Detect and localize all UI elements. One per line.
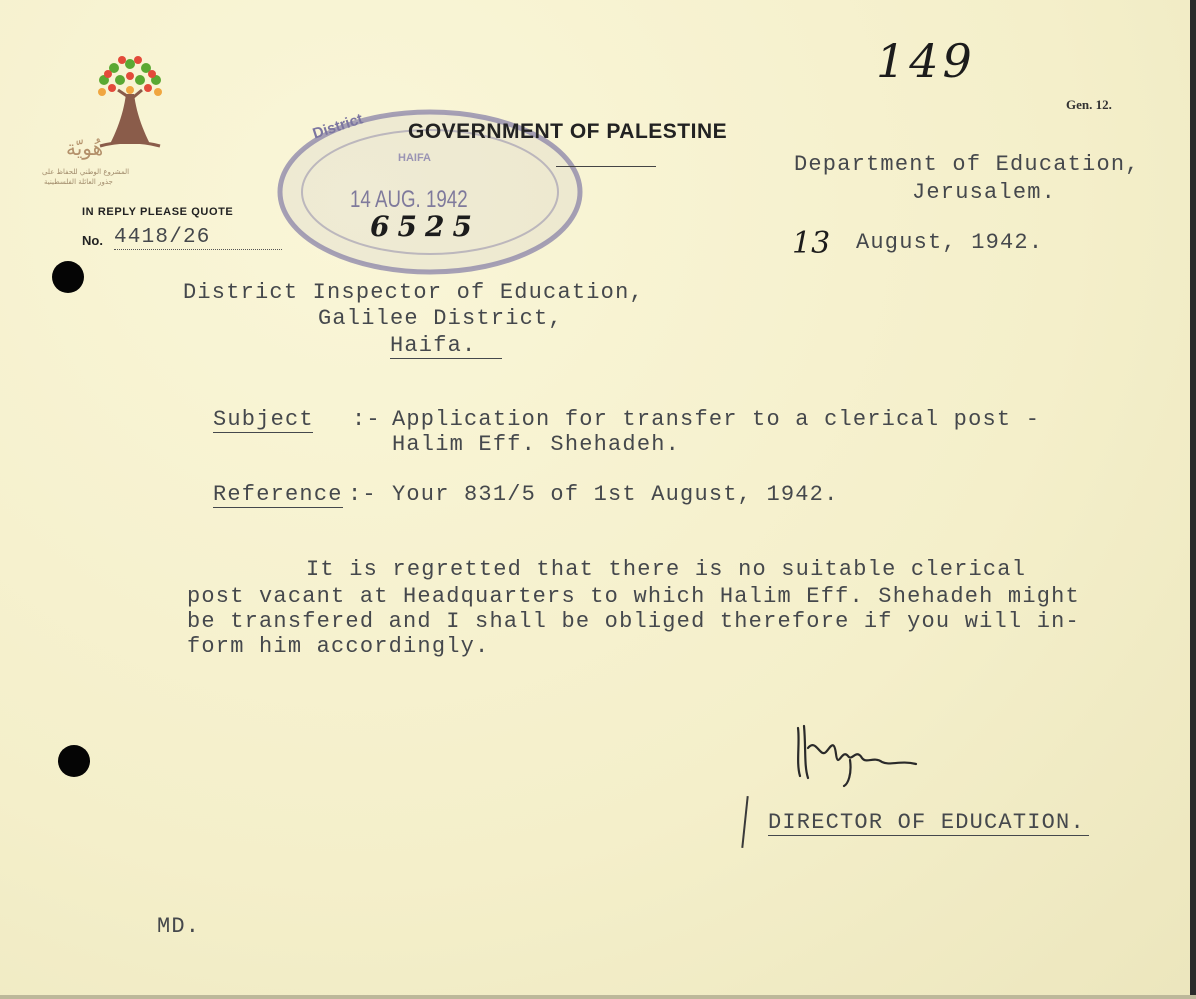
- reply-no-label: No.: [82, 233, 103, 248]
- logo-caption-line1: المشروع الوطني للحفاظ على: [42, 168, 130, 176]
- reference-label: Reference: [213, 482, 343, 507]
- government-heading: GOVERNMENT OF PALESTINE: [408, 120, 728, 143]
- stamp-top-text: District: [310, 110, 366, 143]
- subject-line1: Application for transfer to a clerical post -: [392, 407, 1041, 432]
- department-line2: Jerusalem.: [912, 180, 1057, 205]
- page-number-handwritten: 149: [876, 34, 976, 88]
- subject-label: Subject: [213, 407, 314, 432]
- body-line3: be transfered and I shall be obliged therefore if you will in-: [187, 609, 1080, 634]
- scan-edge-bottom: [0, 995, 1196, 999]
- reference-text: Your 831/5 of 1st August, 1942.: [392, 482, 839, 507]
- reply-quote-label: IN REPLY PLEASE QUOTE: [82, 206, 234, 218]
- department-line1: Department of Education,: [794, 152, 1140, 177]
- stamp-place: HAIFA: [398, 152, 431, 164]
- signature-title: DIRECTOR OF EDUCATION.: [768, 810, 1089, 836]
- typist-initials: MD.: [157, 914, 201, 939]
- recipient-line2: Galilee District,: [318, 306, 563, 331]
- body-line4: form him accordingly.: [187, 634, 490, 659]
- recipient-line1: District Inspector of Education,: [183, 280, 644, 305]
- recipient-line3: Haifa.: [390, 333, 502, 359]
- punch-hole-top: [52, 261, 84, 293]
- reply-number: 4418/26: [114, 226, 282, 250]
- date-text: August, 1942.: [856, 230, 1044, 255]
- archive-logo: [42, 36, 132, 196]
- scan-edge-right: [1190, 0, 1196, 999]
- body-line1: It is regretted that there is no suitable clerical: [306, 557, 1027, 582]
- signature-bracket: [741, 796, 748, 848]
- date-day-handwritten: 13: [792, 226, 831, 261]
- subject-line2: Halim Eff. Shehadeh.: [392, 432, 681, 457]
- logo-wordmark: هُويّة: [66, 136, 104, 160]
- punch-hole-bottom: [58, 745, 90, 777]
- body-line2: post vacant at Headquarters to which Halim Eff. Shehadeh might: [187, 584, 1080, 609]
- handwritten-signature: [790, 718, 920, 788]
- stamp-date: 14 AUG. 1942: [350, 186, 468, 213]
- logo-caption-line2: جذور العائلة الفلسطينية: [44, 178, 113, 186]
- heading-rule: [556, 166, 656, 167]
- form-code: Gen. 12.: [1066, 97, 1112, 112]
- subject-separator: :-: [352, 407, 381, 432]
- stamp-handwritten-number: 6525: [370, 210, 480, 243]
- reference-separator: :-: [348, 482, 377, 507]
